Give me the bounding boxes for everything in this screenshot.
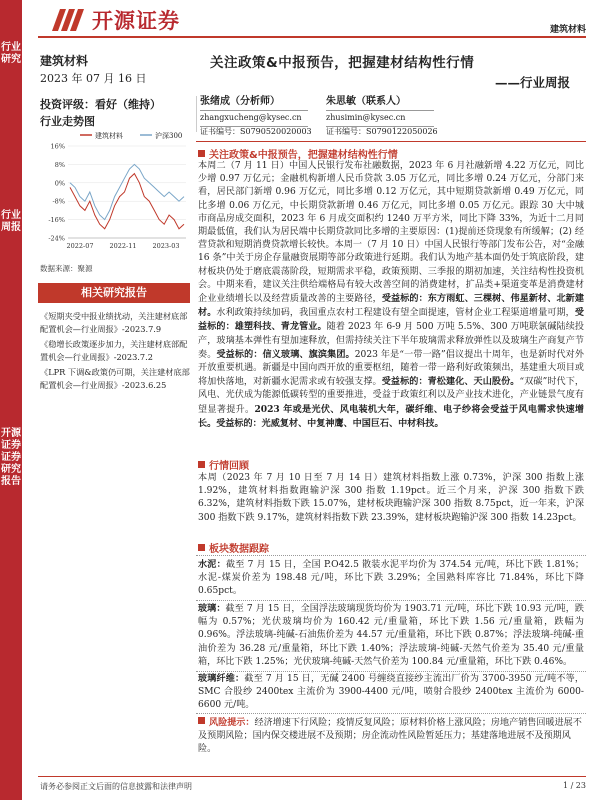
y-tick-label: 8% <box>54 160 65 169</box>
analyst-separator <box>196 96 197 132</box>
series-line <box>70 164 184 219</box>
footer-rule <box>38 776 586 777</box>
cement-label: 水泥： <box>198 559 226 570</box>
x-tick-label: 2022-11 <box>109 242 137 250</box>
side-strip <box>0 0 22 800</box>
analyst-2-email[interactable]: zhusimin@kysec.cn <box>326 113 406 122</box>
section-bullet-icon <box>198 461 205 468</box>
policy-bold-d: 受益标的：青松建化、天山股份。 <box>381 376 520 388</box>
data-rule-top <box>196 555 586 556</box>
analyst-1-email[interactable]: zhangxucheng@kysec.cn <box>200 113 302 122</box>
analyst-1-cert: 证书编号：S0790520020003 <box>200 127 312 136</box>
section-market-title: 行情回顾 <box>209 461 249 472</box>
report-title: 关注政策&中报预告，把握建材结构性行情 <box>210 55 475 71</box>
logo-text: 开源证券 <box>92 9 180 33</box>
related-research-title: 相关研究报告 <box>38 283 190 303</box>
y-tick-label: -24% <box>48 234 65 243</box>
y-tick-label: -8% <box>52 197 65 206</box>
section-bullet-icon <box>198 150 205 157</box>
policy-text-e: “双碳”时代下，风电、光伏成为能源低碳转型的重要推进，受益于政策红利以及产业技术进化，产业链景气度有望显著提升。 <box>198 377 584 415</box>
trend-chart-title: 行业走势图 <box>40 115 95 128</box>
policy-bold-b: 受益标的：雄塑科技、青龙管业。 <box>198 307 584 333</box>
report-date: 2023 年 07 月 16 日 <box>40 72 147 85</box>
analyst-1-name: 张绪成（分析师） <box>200 96 280 107</box>
related-link-2[interactable]: 《稳增长政策逐步加力，关注建材底部配置机会—行业周报》-2023.7.2 <box>40 339 188 362</box>
page-number: 1 / 23 <box>562 781 586 790</box>
data-rule-1 <box>196 600 586 601</box>
section-bullet-icon <box>198 544 205 551</box>
side-label-top: 行业研究 <box>1 42 21 65</box>
body-rule <box>196 141 586 142</box>
policy-text-b: 水利政策持续加码，我国重点农村工程建设有望全面提速，管材企业工程渠道增量可期， <box>216 308 575 319</box>
policy-text-d: 2023 年是“一带一路”倡议提出十周年，也是新时代对外开放重要机遇。新疆是中国向西开放的重要枢纽，随着一带一路利好政策频出，基建重大项目或将加快落地，对新疆水泥需求或有较强支撑。 <box>198 349 584 388</box>
header-category: 建筑材料 <box>549 25 586 35</box>
analyst-2-cert: 证书编号：S0790122050026 <box>326 127 438 136</box>
cement-data <box>198 558 584 599</box>
policy-text-c: 随着 2023 年 6-9 月 500 万吨 5.5%、300 万吨联氯碱陆续投产，玻璃基本弹性有望加速释放，但需持续关注下半年玻璃需求释放弹性以及玻璃生产商复产节奏。 <box>198 322 584 360</box>
legend-label: 建筑材料 <box>95 132 123 140</box>
related-link-3[interactable]: 《LPR 下调&政策仍可期，关注建材底部配置机会—行业周报》-2023.6.25 <box>40 367 190 390</box>
x-tick-label: 2022-07 <box>66 242 94 250</box>
policy-bold-c: 受益标的：信义玻璃、旗滨集团。 <box>216 348 355 360</box>
fiber-label: 玻璃纤维： <box>198 673 245 684</box>
report-subtitle: ——行业周报 <box>494 75 570 90</box>
investment-rating: 投资评级：看好（维持） <box>40 98 161 111</box>
data-rule-3 <box>196 713 586 714</box>
trend-chart-svg <box>38 128 190 258</box>
policy-bold-a: 受益标的：东方雨虹、三棵树、伟星新材、北新建材。 <box>198 293 584 319</box>
side-label-bottom: 开源证券 证券研究报告 <box>1 428 21 487</box>
cement-text: 截至 7 月 15 日，全国 P.O42.5 散装水泥平均价为 374.54 元/吨，环比下跌 1.81%；水泥-煤炭价差为 198.48 元/吨，环比下跌 3.29%；全国熟料库容比 71.84%，环比下降 0.65pct。 <box>198 560 584 597</box>
section-market-body: 本周（2023 年 7 月 10 日至 7 月 14 日）建筑材料指数上涨 0.73%，沪深 300 指数上涨 1.92%，建筑材料指数跑输沪深 300 指数 1.19pct。近三个月来，沪深 300 指数下跌 6.32%，建筑材料指数下跌 15.07%，建材板块跑输沪深 300 指数 8.75pct，近一年来，沪深 300 指数下跌 9.17%，建筑材料指数下跌 23.39%，建材板块跑输沪深 300 指数 14.23pct。 <box>198 473 584 523</box>
section-market-heading <box>198 457 249 472</box>
fiber-data <box>198 672 584 713</box>
analyst-2 <box>326 96 446 138</box>
y-tick-label: 0% <box>54 179 65 188</box>
fiber-text: 截至 7 月 15 日，无碱 2400 号缠绕直接纱主流出厂价为 3700-3950 元/吨不等，SMC 合股纱 2400tex 主流价为 3900-4400 元/吨，喷射合股纱 2400tex 主流价为 6000-6600 元/吨。 <box>198 674 584 711</box>
footer-disclaimer: 请务必参阅正文后面的信息披露和法律声明 <box>40 782 192 791</box>
section-policy-body <box>198 160 584 431</box>
section-data-heading <box>198 540 269 555</box>
risk-notice <box>198 716 584 757</box>
analyst-1 <box>200 96 320 138</box>
section-policy-title: 关注政策&中报预告，把握建材结构性行情 <box>209 150 398 161</box>
glass-label: 玻璃： <box>198 603 226 614</box>
policy-bold-e: 2023 年或是光伏、风电装机大年，碳纤维、电子纱将会受益于风电需求快速增长。受益标的：光威复材、中复神鹰、中国巨石、中材科技。 <box>198 403 584 429</box>
related-research-list <box>40 310 190 394</box>
section-policy-heading <box>198 146 398 161</box>
risk-text: 经济增速下行风险；疫情反复风险；原材料价格上涨风险；房地产销售回暖进展不及预期风险；国内保交楼进展不及预期；房企流动性风险暂延压力；基建落地进展不及预期风险。 <box>198 718 582 755</box>
trend-chart <box>38 128 190 258</box>
risk-label: 风险提示： <box>209 717 255 728</box>
side-label-mid: 行业周报 <box>1 210 21 233</box>
y-tick-label: -16% <box>48 216 65 225</box>
chart-source: 数据来源：聚源 <box>40 264 93 273</box>
risk-bullet-icon <box>198 717 205 724</box>
related-link-1[interactable]: 《短期夹受中报业绩扰动，关注建材底部配置机会—行业周报》-2023.7.9 <box>40 311 188 334</box>
sector-name: 建筑材料 <box>40 54 89 68</box>
header-rule <box>38 36 586 38</box>
glass-text: 截至 7 月 15 日，全国浮法玻璃现货均价为 1903.71 元/吨，环比下跌 10.93 元/吨，跌幅为 0.57%；光伏玻璃均价为 160.42 元/重量箱，环比下跌 1.56 元/重量箱，跌幅为 0.96%。浮法玻璃-纯碱-石油焦价差为 44.57 元/重量箱，环比下跌 0.87%；浮法玻璃-纯碱-重油价差为 36.28 元/重量箱，环比下跌 1.40%；浮法玻璃-纯碱-天然气价差为 35.40 元/重量箱，环比下跌 1.25%；光伏玻璃-纯碱-天然气价差为 100.84 元/重量箱，环比下跌 0.46%。 <box>198 604 584 667</box>
analyst-2-name: 朱思敏（联系人） <box>326 96 406 107</box>
section-data-title: 板块数据跟踪 <box>209 544 269 555</box>
glass-data <box>198 602 584 669</box>
x-tick-label: 2023-03 <box>152 242 180 250</box>
legend-label: 沪深300 <box>155 132 183 140</box>
logo <box>52 6 252 34</box>
policy-text-a: 本周二（7 月 11 日）中国人民银行发布社融数据，2023 年 6 月社融新增 4.22 万亿元，同比少增 0.97 万亿元；金融机构新增人民币贷款 3.05 万亿元，同比多增 0.24 万亿元，分部门来看，居民部门新增 0.96 万亿元，同比多增 0.12 万亿元，其中短期贷款新增 0.49 万亿元，同比多增 0.06 万亿元，中长期贷款新增 0.46 万亿元，同比多增 0.05 万亿元。跟踪 30 大中城市商品房成交面积，2023 年 6 月成交面积约 1240 万平方米，同比下降 33%，为近十二月同期最低值，我们认为居民端中长期贷款同比多增的主要原因：(1)提前还贷现象有所缓解；(2) 经营贷款和短期消费贷款增长较快。本周一（7 月 10 日）中国人民银行等部门发布公告，对“金融 16 条”中关于房企存量融资展期等部分政策进行延期。我们认为地产基本面仍处于筑底阶段，建材板块仍处于磨底震荡阶段，短期需求平稳，政策预期、三季报的期初加速，关注结构性投资机会。中期来看，建议关注供给端格局有较大改善空间的消费建材，扩品类+渠道变革是消费建材企业业绩增长以及经营质量改善的主要路径， <box>198 161 584 305</box>
y-tick-label: 16% <box>50 142 65 151</box>
logo-mark-icon <box>52 7 86 33</box>
